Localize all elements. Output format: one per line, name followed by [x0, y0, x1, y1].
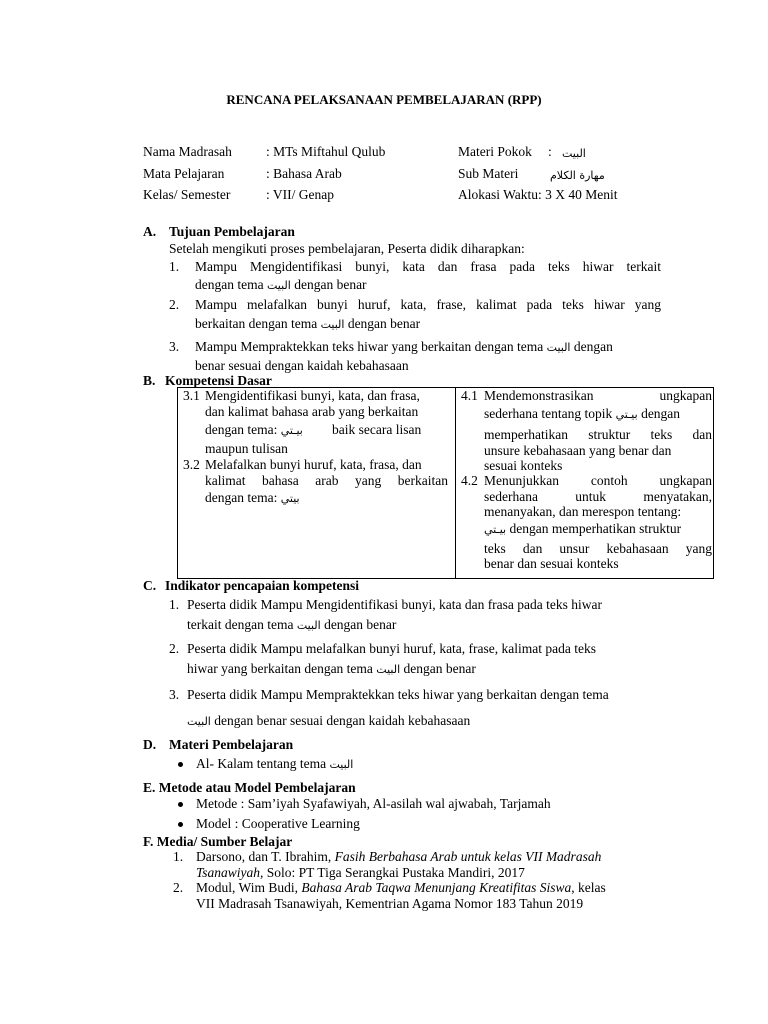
kd-3-2-pre: dengan tema: — [205, 490, 278, 505]
indikator-2-pre: hiwar yang berkaitan dengan tema — [187, 661, 373, 676]
tujuan-1-line1: Mampu Mengidentifikasi bunyi, kata dan frasa pada teks hiwar terkait — [195, 259, 661, 274]
metode-item: Metode : Sam’iyah Syafawiyah, Al-asilah wal ajwabah, Tarjamah — [196, 796, 551, 811]
tujuan-2-line1: Mampu melafalkan bunyi huruf, kata, frase, kalimat pada teks hiwar yang — [195, 297, 661, 312]
sumber-1-line1 — [196, 849, 601, 865]
tujuan-1-arabic: البيت — [266, 279, 291, 292]
indikator-2-line2 — [187, 661, 476, 677]
sumber-1-publisher: Solo: PT Tiga Serangkai Pustaka Mandiri, 2017 — [266, 865, 525, 880]
kompetensi-table-divider — [455, 387, 456, 578]
tujuan-1-post: dengan benar — [294, 277, 367, 292]
kd-3-2-arabic: بيتي — [280, 492, 300, 505]
tujuan-2-num: 2. — [169, 297, 180, 312]
materi-pokok-colon: : — [548, 144, 552, 159]
section-b-letter: B. — [143, 373, 156, 388]
kd-4-2-line2: sederhana untuk menyatakan, — [484, 489, 712, 504]
materi-pokok-value: البيت — [562, 147, 586, 160]
kd-3-1-arabic: بيـتي — [280, 424, 303, 437]
materi-bullet-icon — [178, 762, 183, 767]
tujuan-2-post: dengan benar — [347, 316, 421, 331]
kd-4-2-num: 4.2 — [461, 473, 478, 488]
nama-madrasah-label: Nama Madrasah — [143, 144, 232, 159]
tujuan-1-num: 1. — [169, 259, 180, 274]
tujuan-3-pre: Mampu Mempraktekkan teks hiwar yang berkaitan dengan tema — [195, 339, 544, 354]
section-c-heading: Indikator pencapaian kompetensi — [165, 578, 360, 593]
kd-4-1-line5: sesuai konteks — [484, 458, 563, 473]
kd-3-2-line2: kalimat bahasa arab yang berkaitan — [205, 473, 448, 488]
materi-item-pre: Al- Kalam tentang tema — [196, 756, 327, 771]
sumber-2-pre: Modul, Wim Budi, — [196, 880, 298, 895]
kd-3-1-line1: Mengidentifikasi bunyi, kata, dan frasa, — [205, 388, 420, 403]
kd-4-1-line3: memperhatikan struktur teks dan — [484, 427, 712, 442]
kd-4-1-post: dengan — [641, 406, 681, 421]
materi-pokok-label: Materi Pokok — [458, 144, 532, 159]
kd-3-2-num: 3.2 — [183, 457, 200, 472]
sumber-1-title-cont: Tsanawiyah, — [196, 865, 264, 880]
sumber-1-num: 1. — [173, 849, 184, 864]
kd-4-2-line3: menanyakan, dan merespon tentang: — [484, 504, 682, 519]
kd-3-1-line3 — [205, 422, 303, 438]
kd-4-1-line2 — [484, 406, 680, 422]
kd-4-2-line4 — [484, 521, 681, 537]
nama-madrasah-value: : MTs Miftahul Qulub — [266, 144, 386, 159]
sumber-2-title: Bahasa Arab Taqwa Menunjang Kreatifitas Siswa — [301, 880, 572, 895]
kd-4-1-arabic: بيـتي — [615, 408, 638, 421]
sumber-2-post: , kelas — [571, 880, 606, 895]
materi-item-arabic: البيت — [329, 758, 354, 771]
indikator-1-num: 1. — [169, 597, 180, 612]
sumber-1-pre: Darsono, dan T. Ibrahim, — [196, 849, 332, 864]
kd-3-1-post: baik secara lisan — [332, 422, 422, 437]
sumber-1-line2 — [196, 865, 525, 881]
kelas-semester-value: : VII/ Genap — [266, 187, 334, 202]
section-b-heading: Kompetensi Dasar — [165, 373, 272, 388]
model-bullet-icon — [178, 822, 183, 827]
section-d-heading: Materi Pembelajaran — [169, 737, 294, 752]
sub-materi-value: مهارة الكلام — [550, 169, 605, 182]
tujuan-1-line2 — [195, 277, 367, 293]
kd-4-1-num: 4.1 — [461, 388, 478, 403]
tujuan-2-pre: berkaitan dengan tema — [195, 316, 318, 331]
tujuan-3-line2: benar sesuai dengan kaidah kebahasaan — [195, 358, 409, 373]
section-a-intro: Setelah mengikuti proses pembelajaran, Peserta didik diharapkan: — [169, 241, 525, 256]
tujuan-3-num: 3. — [169, 339, 180, 354]
model-item: Model : Cooperative Learning — [196, 816, 360, 831]
indikator-1-pre: terkait dengan tema — [187, 617, 294, 632]
indikator-1-line1: Peserta didik Mampu Mengidentifikasi bunyi, kata dan frasa pada teks hiwar — [187, 597, 603, 612]
indikator-3-line1: Peserta didik Mampu Mempraktekkan teks hiwar yang berkaitan dengan tema — [187, 687, 609, 702]
tujuan-3-arabic: البيت — [546, 341, 571, 354]
indikator-2-post: dengan benar — [403, 661, 476, 676]
sumber-2-num: 2. — [173, 880, 184, 895]
indikator-1-post: dengan benar — [324, 617, 397, 632]
section-d-letter: D. — [143, 737, 157, 752]
kd-4-2-line6: benar dan sesuai konteks — [484, 556, 619, 571]
kelas-semester-label: Kelas/ Semester — [143, 187, 231, 202]
metode-bullet-icon — [178, 802, 183, 807]
kd-4-2-post: dengan memperhatikan struktur — [509, 521, 682, 536]
mata-pelajaran-label: Mata Pelajaran — [143, 166, 225, 181]
indikator-1-line2 — [187, 617, 396, 633]
kd-4-2-line1: Menunjukkan contoh ungkapan — [484, 473, 712, 488]
tujuan-2-arabic: البيت — [320, 318, 345, 331]
tujuan-2-line2 — [195, 316, 420, 332]
kd-4-1-pre: sederhana tentang topik — [484, 406, 613, 421]
indikator-2-num: 2. — [169, 641, 180, 656]
indikator-3-num: 3. — [169, 687, 180, 702]
section-a-letter: A. — [143, 224, 157, 239]
indikator-3-arabic: البيت — [187, 715, 211, 728]
kd-3-2-line1: Melafalkan bunyi huruf, kata, frasa, dan — [205, 457, 422, 472]
section-a-heading: Tujuan Pembelajaran — [169, 224, 295, 239]
tujuan-1-pre: dengan tema — [195, 277, 264, 292]
sumber-2-line2: VII Madrasah Tsanawiyah, Kementrian Agama Nomor 183 Tahun 2019 — [196, 896, 584, 911]
kd-4-1-line4: unsure kebahasaan yang benar dan — [484, 443, 672, 458]
sub-materi-label: Sub Materi — [458, 166, 519, 181]
document-title: RENCANA PELAKSANAAN PEMBELAJARAN (RPP) — [226, 92, 542, 107]
indikator-3-line2 — [187, 713, 470, 729]
kd-4-1-line1: Mendemonstrasikan ungkapan — [484, 388, 712, 403]
indikator-2-arabic: البيت — [376, 663, 401, 676]
kd-4-2-line5: teks dan unsur kebahasaan yang — [484, 541, 712, 556]
tujuan-3-line1 — [195, 339, 613, 355]
indikator-1-arabic: البيت — [296, 619, 321, 632]
indikator-2-line1: Peserta didik Mampu melafalkan bunyi huruf, kata, frase, kalimat pada teks — [187, 641, 596, 656]
materi-item — [196, 756, 353, 772]
indikator-3-post: dengan benar sesuai dengan kaidah kebahasaan — [214, 713, 471, 728]
kd-3-1-num: 3.1 — [183, 388, 200, 403]
kd-3-1-line2: dan kalimat bahasa arab yang berkaitan — [205, 404, 419, 419]
sumber-2-line1 — [196, 880, 606, 896]
section-e-heading: E. Metode atau Model Pembelajaran — [143, 780, 356, 795]
section-f-heading: F. Media/ Sumber Belajar — [143, 834, 293, 849]
tujuan-3-post: dengan — [573, 339, 613, 354]
alokasi-waktu: Alokasi Waktu: 3 X 40 Menit — [458, 187, 618, 202]
kd-3-1-pre: dengan tema: — [205, 422, 278, 437]
kd-3-2-line3 — [205, 490, 300, 506]
mata-pelajaran-value: : Bahasa Arab — [266, 166, 342, 181]
kd-4-2-arabic: بيـتي — [484, 523, 507, 536]
section-c-letter: C. — [143, 578, 157, 593]
kd-3-1-line4: maupun tulisan — [205, 441, 288, 456]
sumber-1-title: Fasih Berbahasa Arab untuk kelas VII Madrasah — [334, 849, 602, 864]
